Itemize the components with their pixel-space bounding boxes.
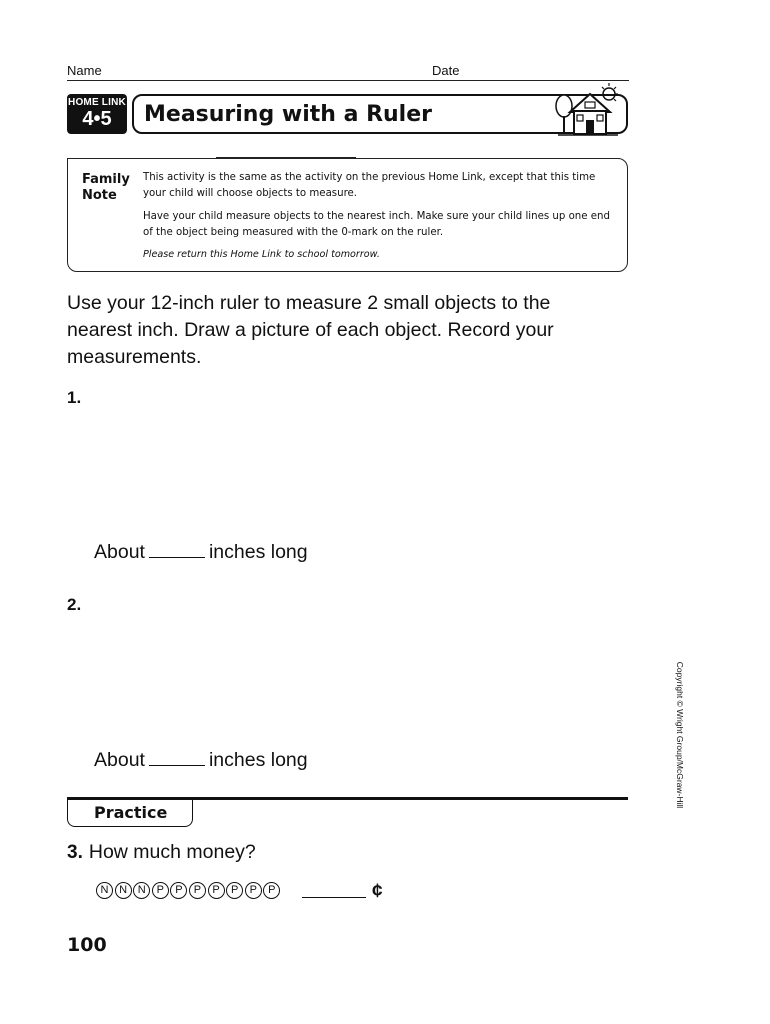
nickel-coin: N xyxy=(115,882,132,899)
penny-coin: P xyxy=(152,882,169,899)
family-note-paragraph-2: Have your child measure objects to the nearest inch. Make sure your child lines up one end of the object being measured with the 0-mark on the ruler. xyxy=(143,211,610,238)
date-label: Date xyxy=(432,63,460,78)
name-date-line xyxy=(67,62,629,81)
question-2-answer-row xyxy=(94,749,308,772)
family-note-label: Family xyxy=(82,172,130,187)
question-2-number: 2. xyxy=(67,595,82,614)
money-answer-blank[interactable] xyxy=(302,897,366,898)
nickel-coin: N xyxy=(133,882,150,899)
question-1-answer-row xyxy=(94,541,308,564)
family-note-label-2: Note xyxy=(82,188,117,203)
question-3-text: How much money? xyxy=(88,841,256,863)
family-note-box xyxy=(67,158,628,272)
answer-blank-2[interactable] xyxy=(149,751,205,766)
about-label: About xyxy=(94,749,145,771)
home-link-badge xyxy=(67,94,127,134)
instructions: Use your 12-inch ruler to measure 2 small objects to the nearest inch. Draw a picture of each object. Record your measurements. xyxy=(67,292,554,368)
home-link-number: 4•5 xyxy=(82,108,112,130)
penny-coin: P xyxy=(245,882,262,899)
penny-coin: P xyxy=(170,882,187,899)
penny-coin: P xyxy=(189,882,206,899)
coin-row xyxy=(96,880,282,899)
copyright-notice: Copyright © Wright Group/McGraw-Hill xyxy=(675,661,685,809)
penny-coin: P xyxy=(226,882,243,899)
cent-sign: ¢ xyxy=(372,881,383,902)
family-note-paragraph-1: This activity is the same as the activity on the previous Home Link, except that this time your child will choose objects to measure. xyxy=(143,172,596,199)
question-3 xyxy=(67,841,256,864)
penny-coin: P xyxy=(208,882,225,899)
family-note-return-note: Please return this Home Link to school tomorrow. xyxy=(143,249,380,260)
penny-coin: P xyxy=(263,882,280,899)
question-3-number: 3. xyxy=(67,842,83,863)
answer-blank-1[interactable] xyxy=(149,543,205,558)
page-title: Measuring with a Ruler xyxy=(144,102,432,127)
nickel-coin: N xyxy=(96,882,113,899)
name-label: Name xyxy=(67,63,102,78)
home-link-label: HOME LINK xyxy=(68,97,126,108)
house-icon xyxy=(554,82,620,140)
page-number: 100 xyxy=(67,934,107,956)
question-1-number: 1. xyxy=(67,388,82,407)
practice-label: Practice xyxy=(94,803,168,822)
unit-label: inches long xyxy=(208,749,308,771)
title-box xyxy=(132,94,628,134)
practice-tab xyxy=(67,800,193,827)
about-label: About xyxy=(94,541,145,563)
unit-label: inches long xyxy=(208,541,308,563)
family-note-tab xyxy=(216,157,356,159)
